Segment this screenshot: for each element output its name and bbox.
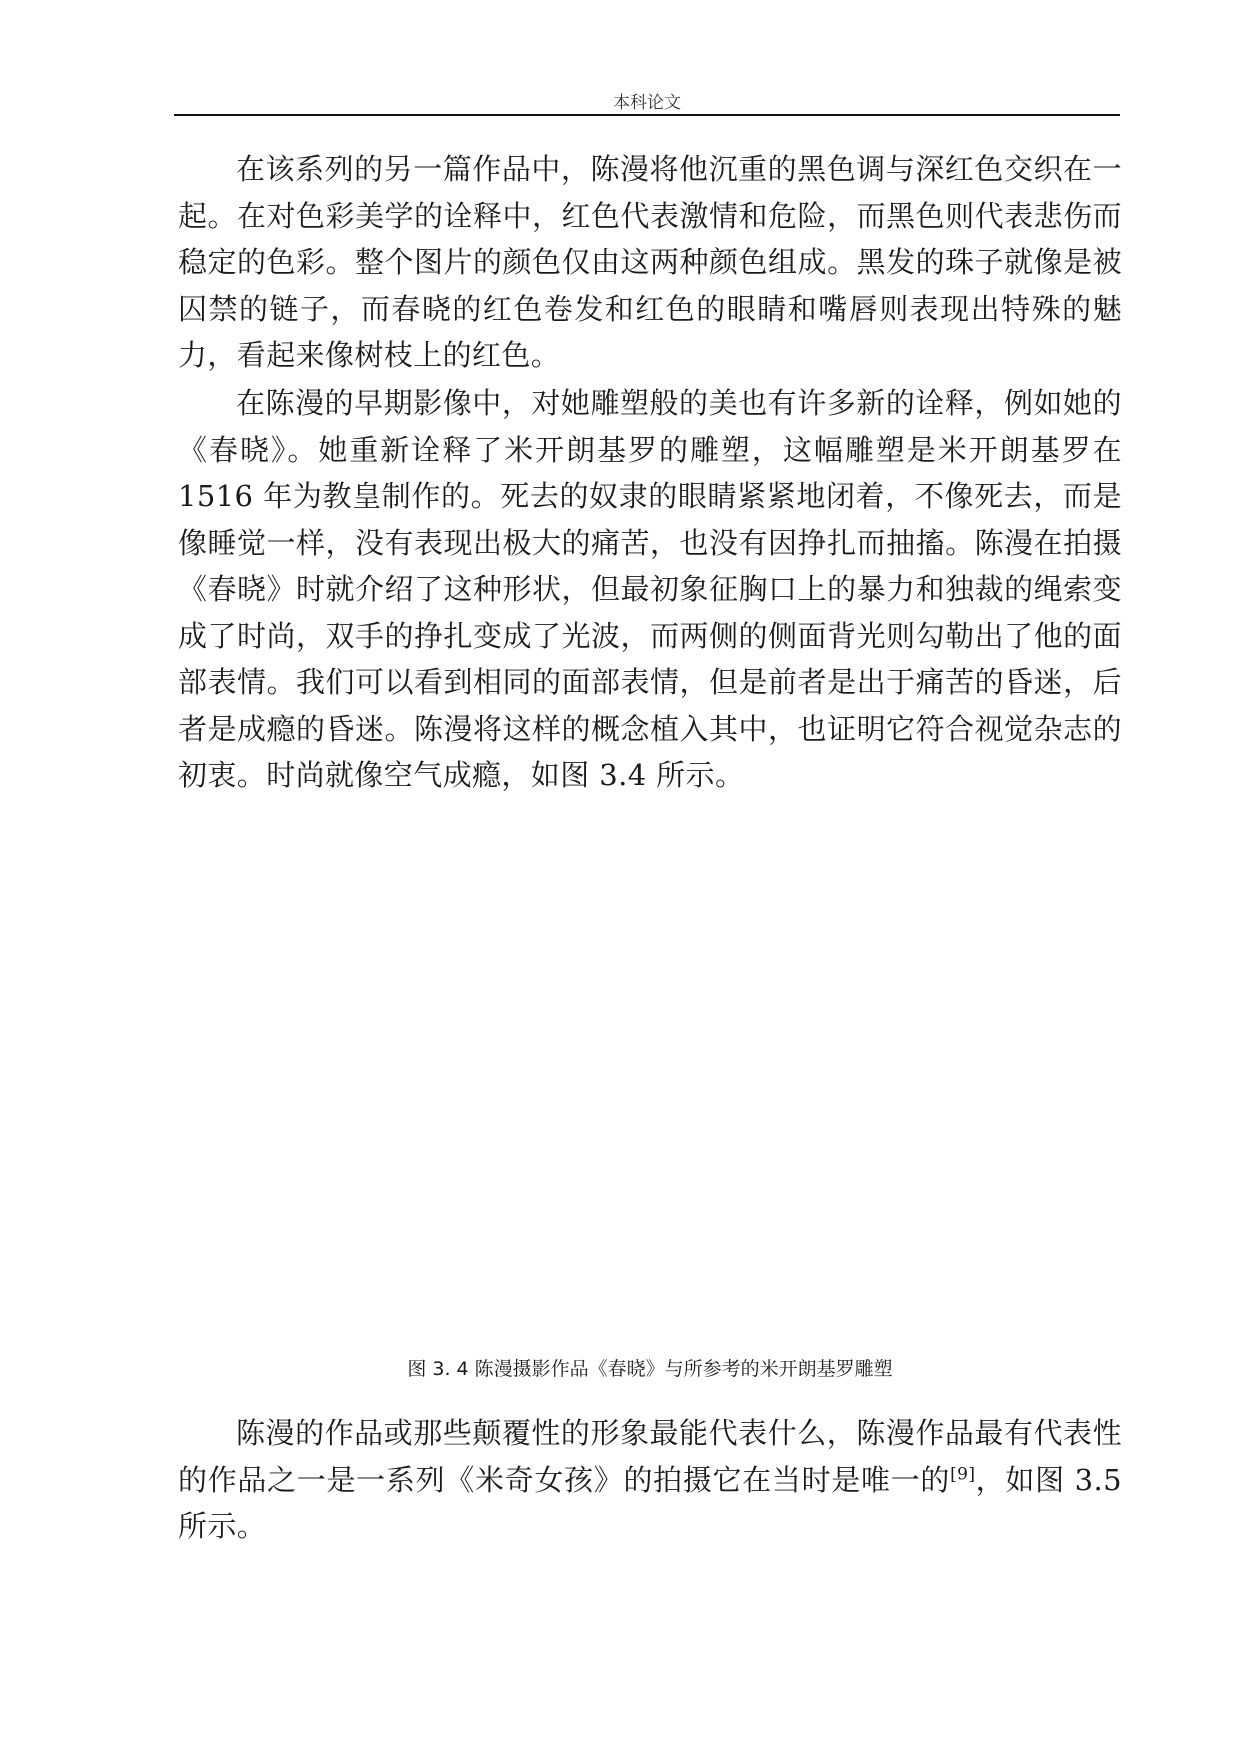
header-rule [174,114,1120,116]
running-header: 本科论文 [613,93,681,113]
body-paragraph-1: 在该系列的另一篇作品中，陈漫将他沉重的黑色调与深红色交织在一起。在对色彩美学的诠释中，红色代表激情和危险，而黑色则代表悲伤而稳定的色彩。整个图片的颜色仅由这两种颜色组成。黑发的珠子就像是被囚禁的链子，而春晓的红色卷发和红色的眼睛和嘴唇则表现出特殊的魅力，看起来像树枝上的红色。 [178,152,1122,372]
body-paragraph-3 [178,1410,1122,1550]
figure-caption: 图 3. 4 陈漫摄影作品《春晓》与所参考的米开朗基罗雕塑 [407,1358,893,1380]
figure-3-4-image-area [178,800,1122,1340]
paragraph-3-text-start: 陈漫的作品或那些颠覆性的形象最能代表什么，陈漫作品最有代表性的作品之一是一系列《米奇女孩》的拍摄它在当时是唯一的 [178,1416,1122,1497]
paragraph-3-text-end: ，如图 3.5 所示。 [178,1462,1122,1543]
citation-marker[interactable]: [9] [950,1463,976,1484]
body-paragraph-2: 在陈漫的早期影像中，对她雕塑般的美也有许多新的诠释，例如她的《春晓》。她重新诠释了米开朗基罗的雕塑，这幅雕塑是米开朗基罗在 1516 年为教皇制作的。死去的奴隶的眼睛紧紧地闭着，不像死去，而是像睡觉一样，没有表现出极大的痛苦，也没有因挣扎而抽搐。陈漫在拍摄《春晓》时就介绍了这种形状，但最初象征胸口上的暴力和独裁的绳索变成了时尚，双手的挣扎变成了光波，而两侧的侧面背光则勾勒出了他的面部表情。我们可以看到相同的面部表情，但是前者是出于痛苦的昏迷，后者是成瘾的昏迷。陈漫将这样的概念植入其中，也证明它符合视觉杂志的初衷。时尚就像空气成瘾，如图 3.4 所示。 [178,386,1122,792]
